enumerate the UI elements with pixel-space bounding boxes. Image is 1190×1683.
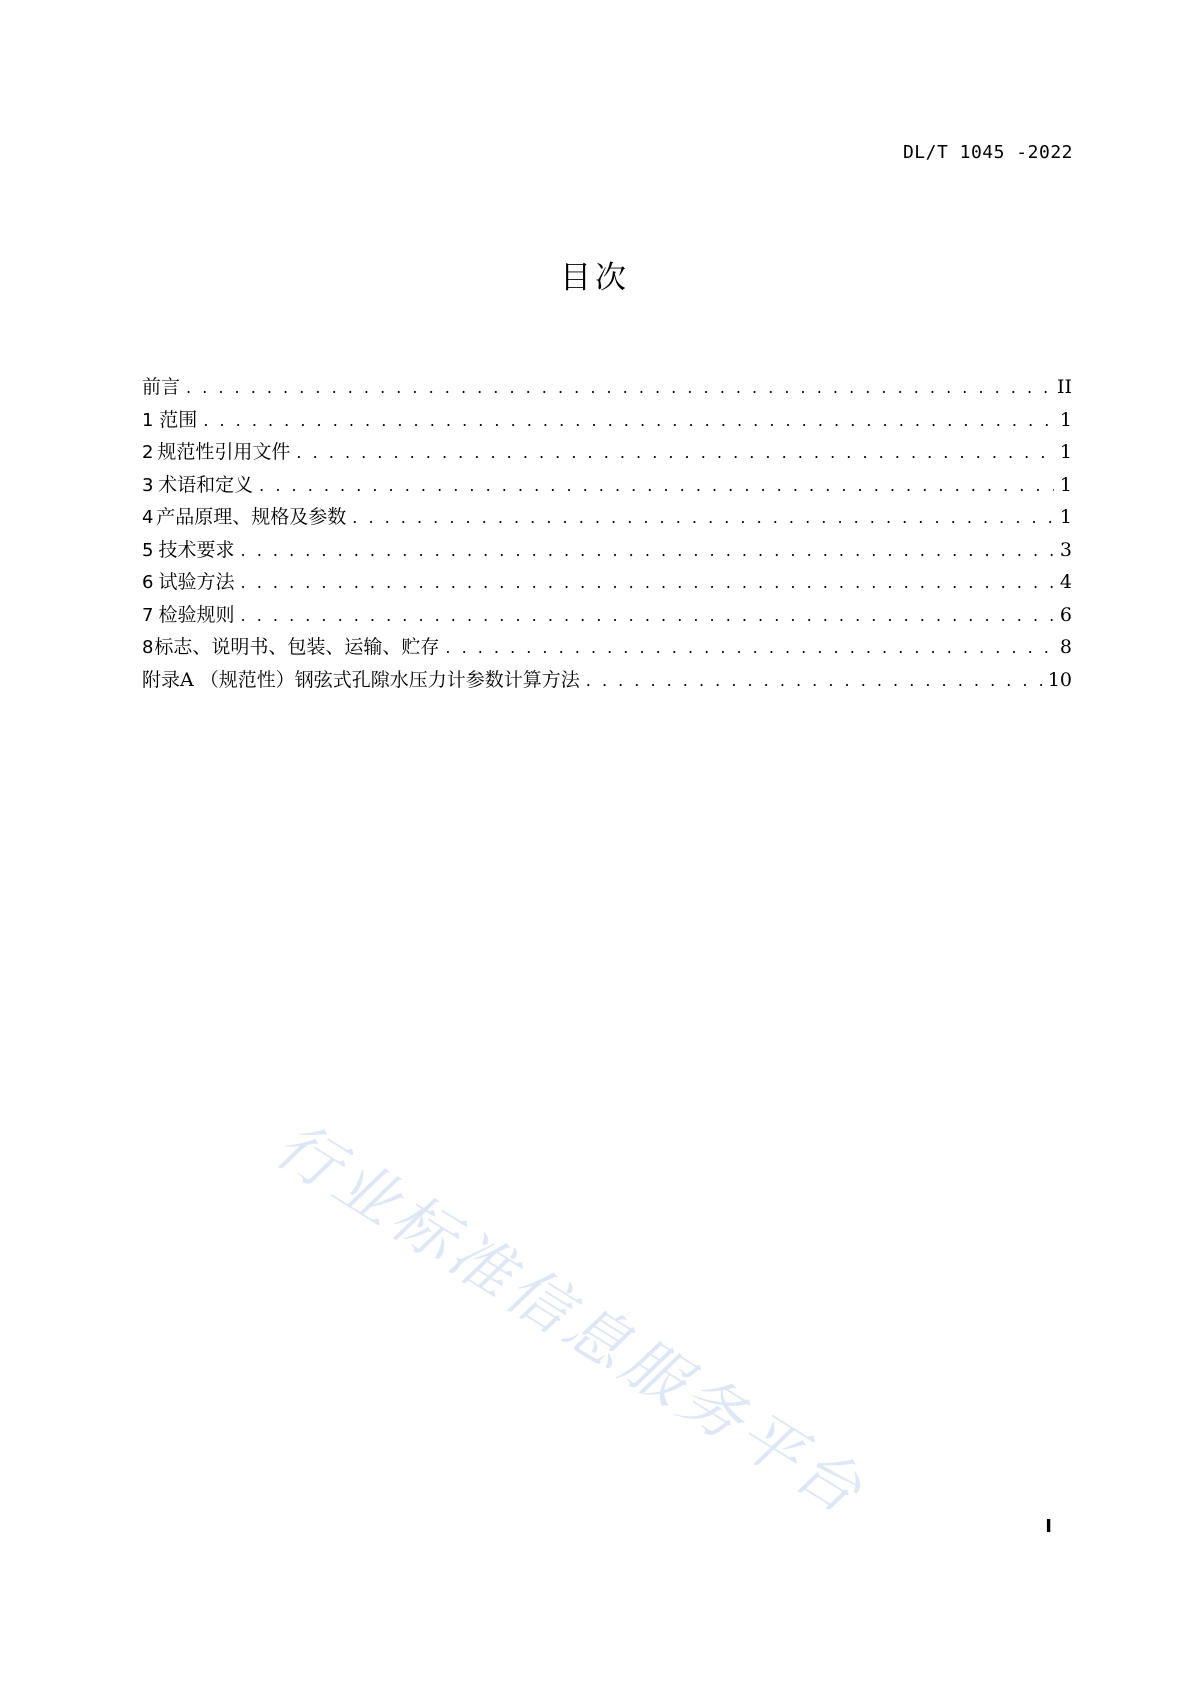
toc-dot-leader (586, 671, 1042, 690)
toc-entry-number: 4 (142, 507, 154, 528)
toc-entry-terms-definitions[interactable] (142, 470, 1072, 503)
watermark: 行业标准信息服务平台 (263, 1107, 879, 1531)
toc-entry-number: 7 (142, 604, 154, 626)
toc-entry-page: 8 (1059, 636, 1072, 658)
page-title: 目次 (560, 260, 630, 296)
toc-entry-page: 10 (1047, 668, 1072, 691)
toc-entry-foreword[interactable] (142, 372, 1072, 405)
toc-dot-leader (445, 638, 1054, 657)
toc-entry-label: 术语和定义 (158, 473, 254, 496)
toc-entry-number: 8 (142, 637, 154, 658)
toc-entry-label: 技术要求 (158, 538, 235, 561)
toc-entry-page: 3 (1059, 538, 1072, 561)
toc-entry-inspection-rules[interactable] (142, 600, 1072, 633)
toc-dot-leader (352, 508, 1054, 527)
toc-entry-label: 试验方法 (158, 571, 235, 593)
toc-entry-page: 1 (1059, 408, 1072, 431)
toc-entry-number: 2 (142, 442, 154, 463)
toc-entry-label: 产品原理、规格及参数 (156, 506, 347, 528)
toc-entry-scope[interactable] (142, 405, 1072, 438)
toc-entry-marking-packaging[interactable] (142, 632, 1072, 665)
toc-dot-leader (203, 411, 1054, 430)
toc-entry-label: 前言 (142, 376, 181, 398)
toc-entry-technical-requirements[interactable] (142, 535, 1072, 568)
toc-entry-label: 范围 (159, 408, 198, 431)
toc-entry-product-principles[interactable] (142, 502, 1072, 535)
toc-entry-test-methods[interactable] (142, 567, 1072, 600)
toc-entry-number: 6 (142, 572, 154, 593)
toc-dot-leader (241, 541, 1054, 560)
toc-entry-label: 附录A （规范性）钢弦式孔隙水压力计参数计算方法 (142, 668, 580, 691)
toc-dot-leader (241, 573, 1054, 592)
toc-entry-normative-references[interactable] (142, 437, 1072, 470)
toc-dot-leader (241, 606, 1054, 625)
toc-entry-label: 标志、说明书、包装、运输、贮存 (154, 636, 440, 658)
toc-entry-label: 规范性引用文件 (157, 441, 291, 463)
toc-entry-page: 1 (1059, 506, 1072, 528)
toc-entry-annex-a[interactable] (142, 665, 1072, 698)
page-number: I (1045, 1516, 1052, 1537)
toc-entry-page: II (1056, 376, 1072, 398)
toc-entry-number: 1 (142, 409, 154, 431)
toc-entry-page: 4 (1059, 571, 1072, 593)
toc-entry-number: 3 (142, 474, 154, 496)
toc-entry-number: 5 (142, 539, 154, 561)
toc-dot-leader (296, 443, 1053, 462)
toc-entry-page: 1 (1059, 441, 1072, 463)
standard-code: DL/T 1045 -2022 (902, 142, 1073, 163)
toc-dot-leader (186, 378, 1051, 397)
toc-dot-leader (259, 476, 1054, 495)
toc-entry-label: 检验规则 (158, 603, 235, 626)
toc-entry-page: 1 (1059, 473, 1072, 496)
toc-entry-page: 6 (1059, 603, 1072, 626)
table-of-contents (142, 372, 1072, 697)
